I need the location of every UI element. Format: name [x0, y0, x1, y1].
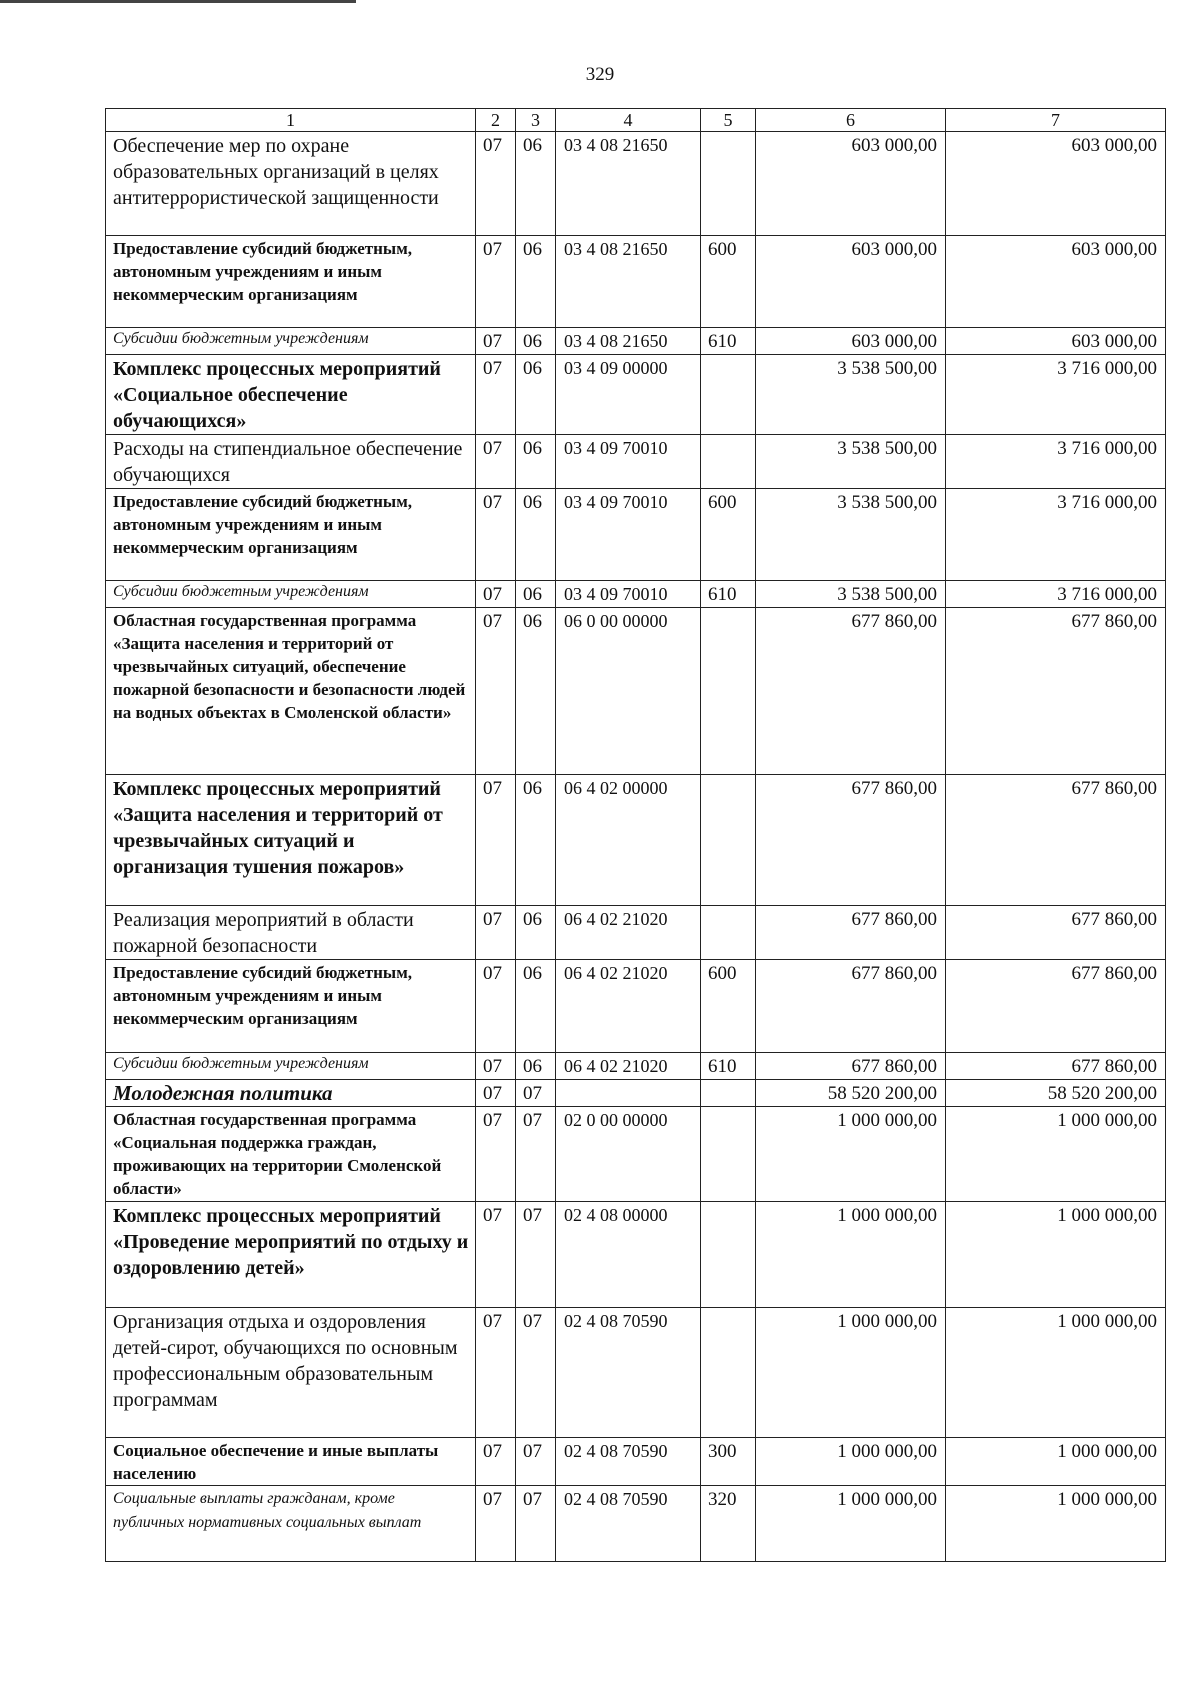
column-header-1: 1	[106, 109, 476, 132]
row-subsection: 06	[516, 1053, 556, 1080]
row-expense-type	[701, 355, 756, 435]
row-section: 07	[476, 435, 516, 489]
row-name: Расходы на стипендиальное обеспечение обучающихся	[106, 435, 476, 489]
row-amount-year-2: 1 000 000,00	[946, 1202, 1166, 1308]
row-name: Областная государственная программа «Защита населения и территорий от чрезвычайных ситуаций, обеспечение пожарной безопасности и безопасности людей на водных объектах в Смоленской области»	[106, 608, 476, 775]
row-subsection: 06	[516, 906, 556, 960]
row-section: 07	[476, 608, 516, 775]
row-name: Предоставление субсидий бюджетным, автономным учреждениям и иным некоммерческим организациям	[106, 960, 476, 1053]
table-row	[106, 1080, 1166, 1107]
table-row	[106, 1202, 1166, 1308]
row-section: 07	[476, 236, 516, 328]
row-name: Социальное обеспечение и иные выплаты населению	[106, 1438, 476, 1486]
row-amount-year-2: 3 716 000,00	[946, 489, 1166, 581]
row-amount-year-1: 1 000 000,00	[756, 1107, 946, 1202]
column-header-7: 7	[946, 109, 1166, 132]
column-header-6: 6	[756, 109, 946, 132]
row-expense-type	[701, 132, 756, 236]
row-expense-type	[701, 1080, 756, 1107]
row-amount-year-1: 1 000 000,00	[756, 1438, 946, 1486]
row-section: 07	[476, 1438, 516, 1486]
row-amount-year-2: 58 520 200,00	[946, 1080, 1166, 1107]
row-subsection: 06	[516, 435, 556, 489]
row-name: Комплекс процессных мероприятий «Проведение мероприятий по отдыху и оздоровлению детей»	[106, 1202, 476, 1308]
row-target-article: 06 4 02 21020	[556, 1053, 701, 1080]
row-section: 07	[476, 960, 516, 1053]
row-section: 07	[476, 328, 516, 355]
row-name: Обеспечение мер по охране образовательных организаций в целях антитеррористической защищенности	[106, 132, 476, 236]
table-row	[106, 1438, 1166, 1486]
row-name: Субсидии бюджетным учреждениям	[106, 1053, 476, 1080]
page-number: 329	[585, 64, 615, 85]
row-expense-type: 600	[701, 236, 756, 328]
row-target-article: 02 4 08 70590	[556, 1486, 701, 1562]
table-row	[106, 1486, 1166, 1562]
row-subsection: 06	[516, 608, 556, 775]
row-amount-year-1: 1 000 000,00	[756, 1486, 946, 1562]
table-row	[106, 775, 1166, 906]
row-subsection: 06	[516, 328, 556, 355]
column-number-row	[106, 109, 1166, 132]
row-subsection: 06	[516, 489, 556, 581]
row-amount-year-1: 603 000,00	[756, 328, 946, 355]
table-row	[106, 581, 1166, 608]
table-row	[106, 906, 1166, 960]
row-amount-year-1: 1 000 000,00	[756, 1202, 946, 1308]
row-target-article: 06 4 02 00000	[556, 775, 701, 906]
row-name: Социальные выплаты гражданам, кроме публичных нормативных социальных выплат	[106, 1486, 476, 1562]
row-amount-year-2: 1 000 000,00	[946, 1438, 1166, 1486]
column-header-4: 4	[556, 109, 701, 132]
row-amount-year-1: 677 860,00	[756, 960, 946, 1053]
row-subsection: 06	[516, 775, 556, 906]
table-row	[106, 355, 1166, 435]
row-section: 07	[476, 132, 516, 236]
row-section: 07	[476, 489, 516, 581]
row-expense-type	[701, 906, 756, 960]
table-row	[106, 435, 1166, 489]
row-expense-type: 600	[701, 489, 756, 581]
row-amount-year-2: 3 716 000,00	[946, 355, 1166, 435]
row-subsection: 06	[516, 236, 556, 328]
row-expense-type: 610	[701, 1053, 756, 1080]
row-target-article: 02 4 08 70590	[556, 1308, 701, 1438]
row-target-article: 03 4 08 21650	[556, 132, 701, 236]
row-section: 07	[476, 1080, 516, 1107]
row-section: 07	[476, 775, 516, 906]
row-amount-year-1: 677 860,00	[756, 906, 946, 960]
row-amount-year-1: 677 860,00	[756, 1053, 946, 1080]
column-header-2: 2	[476, 109, 516, 132]
row-name: Реализация мероприятий в области пожарной безопасности	[106, 906, 476, 960]
table-row	[106, 1308, 1166, 1438]
row-amount-year-2: 1 000 000,00	[946, 1308, 1166, 1438]
row-target-article: 02 4 08 70590	[556, 1438, 701, 1486]
row-name: Организация отдыха и оздоровления детей-сирот, обучающихся по основным профессиональным образовательным программам	[106, 1308, 476, 1438]
row-section: 07	[476, 1308, 516, 1438]
row-amount-year-1: 677 860,00	[756, 608, 946, 775]
row-amount-year-2: 603 000,00	[946, 132, 1166, 236]
table-row	[106, 328, 1166, 355]
row-subsection: 06	[516, 355, 556, 435]
row-name: Молодежная политика	[106, 1080, 476, 1107]
row-name: Предоставление субсидий бюджетным, автономным учреждениям и иным некоммерческим организациям	[106, 236, 476, 328]
row-target-article: 03 4 08 21650	[556, 236, 701, 328]
row-name: Предоставление субсидий бюджетным, автономным учреждениям и иным некоммерческим организациям	[106, 489, 476, 581]
row-name: Комплекс процессных мероприятий «Социальное обеспечение обучающихся»	[106, 355, 476, 435]
row-section: 07	[476, 906, 516, 960]
row-expense-type	[701, 435, 756, 489]
row-subsection: 06	[516, 960, 556, 1053]
table-row	[106, 1107, 1166, 1202]
row-amount-year-2: 3 716 000,00	[946, 435, 1166, 489]
row-target-article: 03 4 09 70010	[556, 435, 701, 489]
column-header-3: 3	[516, 109, 556, 132]
row-subsection: 06	[516, 132, 556, 236]
row-expense-type	[701, 1107, 756, 1202]
row-amount-year-1: 603 000,00	[756, 236, 946, 328]
row-amount-year-1: 3 538 500,00	[756, 435, 946, 489]
row-target-article	[556, 1080, 701, 1107]
row-amount-year-1: 3 538 500,00	[756, 489, 946, 581]
row-subsection: 07	[516, 1202, 556, 1308]
row-amount-year-1: 677 860,00	[756, 775, 946, 906]
row-section: 07	[476, 1053, 516, 1080]
row-section: 07	[476, 581, 516, 608]
table-row	[106, 608, 1166, 775]
table-row	[106, 1053, 1166, 1080]
row-expense-type: 320	[701, 1486, 756, 1562]
row-name: Областная государственная программа «Социальная поддержка граждан, проживающих на территории Смоленской области»	[106, 1107, 476, 1202]
row-amount-year-2: 3 716 000,00	[946, 581, 1166, 608]
row-amount-year-1: 58 520 200,00	[756, 1080, 946, 1107]
row-name: Субсидии бюджетным учреждениям	[106, 581, 476, 608]
row-target-article: 02 4 08 00000	[556, 1202, 701, 1308]
row-expense-type	[701, 1202, 756, 1308]
row-amount-year-1: 3 538 500,00	[756, 581, 946, 608]
row-subsection: 07	[516, 1107, 556, 1202]
row-expense-type: 610	[701, 328, 756, 355]
row-subsection: 07	[516, 1486, 556, 1562]
row-subsection: 06	[516, 581, 556, 608]
budget-table	[105, 108, 1166, 1562]
row-section: 07	[476, 1202, 516, 1308]
row-target-article: 03 4 09 70010	[556, 581, 701, 608]
row-amount-year-1: 603 000,00	[756, 132, 946, 236]
row-expense-type	[701, 1308, 756, 1438]
row-section: 07	[476, 1107, 516, 1202]
row-amount-year-2: 677 860,00	[946, 775, 1166, 906]
row-subsection: 07	[516, 1438, 556, 1486]
row-amount-year-2: 677 860,00	[946, 960, 1166, 1053]
table-row	[106, 236, 1166, 328]
table-row	[106, 960, 1166, 1053]
row-target-article: 03 4 08 21650	[556, 328, 701, 355]
row-expense-type	[701, 608, 756, 775]
row-name: Субсидии бюджетным учреждениям	[106, 328, 476, 355]
row-amount-year-2: 677 860,00	[946, 608, 1166, 775]
row-target-article: 02 0 00 00000	[556, 1107, 701, 1202]
row-amount-year-2: 1 000 000,00	[946, 1107, 1166, 1202]
row-section: 07	[476, 1486, 516, 1562]
row-subsection: 07	[516, 1080, 556, 1107]
row-target-article: 03 4 09 00000	[556, 355, 701, 435]
table-row	[106, 132, 1166, 236]
row-expense-type	[701, 775, 756, 906]
row-subsection: 07	[516, 1308, 556, 1438]
row-target-article: 03 4 09 70010	[556, 489, 701, 581]
row-section: 07	[476, 355, 516, 435]
row-amount-year-2: 677 860,00	[946, 906, 1166, 960]
row-target-article: 06 4 02 21020	[556, 906, 701, 960]
table-row	[106, 489, 1166, 581]
scan-edge-line	[0, 0, 356, 3]
row-amount-year-2: 1 000 000,00	[946, 1486, 1166, 1562]
row-expense-type: 610	[701, 581, 756, 608]
row-target-article: 06 4 02 21020	[556, 960, 701, 1053]
row-name: Комплекс процессных мероприятий «Защита населения и территорий от чрезвычайных ситуаций и организация тушения пожаров»	[106, 775, 476, 906]
row-amount-year-2: 603 000,00	[946, 328, 1166, 355]
row-amount-year-2: 603 000,00	[946, 236, 1166, 328]
row-expense-type: 300	[701, 1438, 756, 1486]
row-target-article: 06 0 00 00000	[556, 608, 701, 775]
row-amount-year-2: 677 860,00	[946, 1053, 1166, 1080]
row-amount-year-1: 3 538 500,00	[756, 355, 946, 435]
row-amount-year-1: 1 000 000,00	[756, 1308, 946, 1438]
column-header-5: 5	[701, 109, 756, 132]
row-expense-type: 600	[701, 960, 756, 1053]
